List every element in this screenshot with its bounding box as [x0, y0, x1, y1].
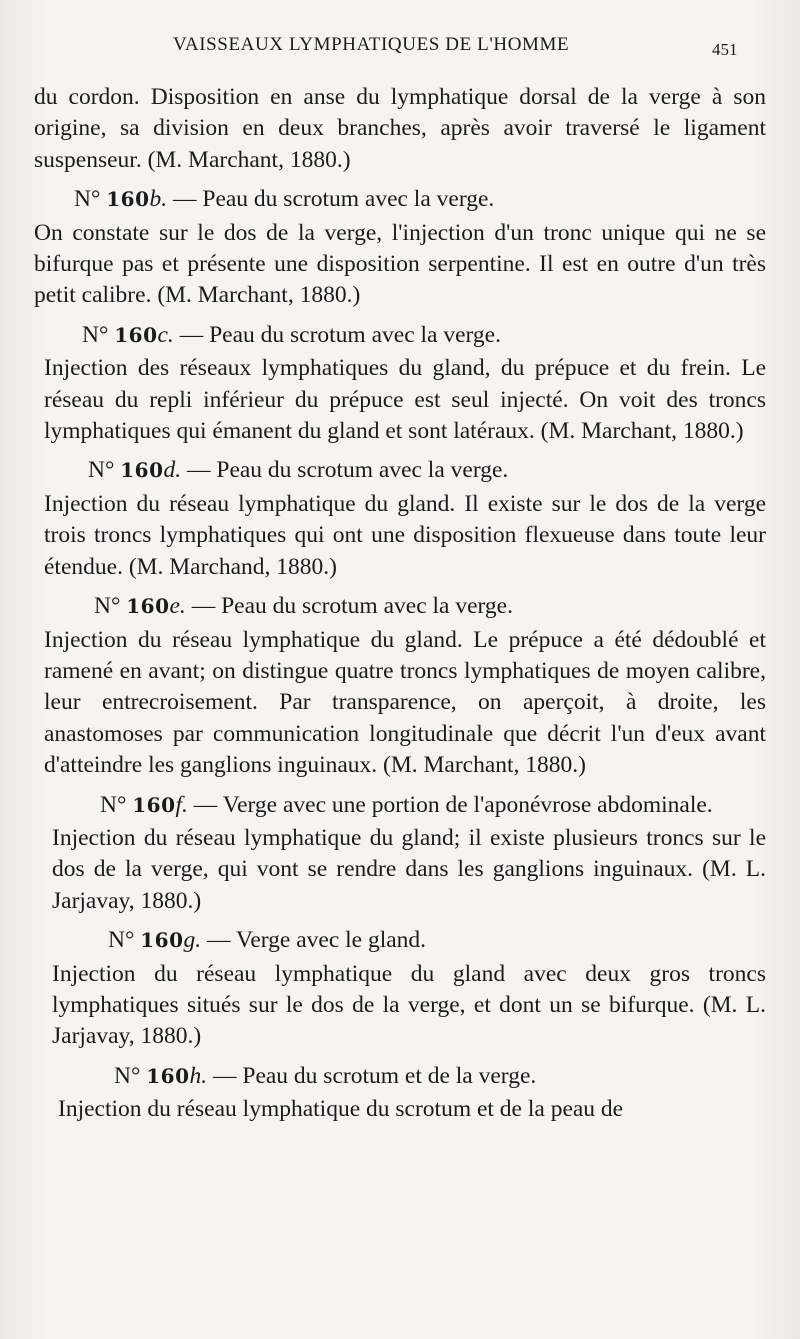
- entry-description: Injection du réseau lymphatique du gland; il existe plusieurs troncs sur le dos de la verge, qui vont se rendre dans les ganglions inguinaux. (M. L. Jarjavay, 1880.): [52, 824, 766, 914]
- entry-title: — Verge avec une portion de l'aponévrose abdominale.: [193, 791, 713, 818]
- number-sign: N°: [100, 791, 127, 818]
- catalogue-entry: [34, 184, 766, 312]
- catalogue-entry: [34, 790, 766, 918]
- entry-description: Injection du réseau lymphatique du gland. Il existe sur le dos de la verge trois troncs lymphatiques qui ont une disposition flexueuse dans toute leur étendue. (M. Marchand, 1880.): [44, 490, 766, 580]
- entry-suffix: g.: [183, 927, 202, 954]
- entry-number: 160: [126, 594, 170, 619]
- number-sign: N°: [82, 321, 109, 348]
- entry-title: — Verge avec le gland.: [207, 927, 427, 954]
- catalogue-entry: [34, 1061, 766, 1126]
- number-sign: N°: [114, 1062, 141, 1089]
- entry-title: — Peau du scrotum avec la verge.: [187, 457, 509, 484]
- entry-title: — Peau du scrotum et de la verge.: [213, 1062, 537, 1089]
- entry-title: — Peau du scrotum avec la verge.: [179, 321, 501, 348]
- entry-title: — Peau du scrotum avec la verge.: [173, 186, 495, 213]
- catalogue-entry: [34, 925, 766, 1053]
- entry-heading: [78, 925, 766, 956]
- entry-suffix: c.: [157, 321, 174, 348]
- number-sign: N°: [94, 593, 121, 620]
- entry-suffix: h.: [189, 1062, 208, 1089]
- entry-number: 160: [140, 928, 184, 953]
- number-sign: N°: [88, 457, 115, 484]
- entry-description: Injection du réseau lymphatique du scrotum et de la peau de: [58, 1096, 624, 1123]
- entry-description: Injection des réseaux lymphatiques du gland, du prépuce et du frein. Le réseau du repli inférieur du prépuce est seul injecté. On voit des troncs lymphatiques qui émanent du gland et sont latéraux. (M. Marchant, 1880.): [44, 355, 766, 445]
- entry-description: Injection du réseau lymphatique du gland avec deux gros troncs lymphatiques situés sur le dos de la verge, et dont un se bifurque. (M. L. Jarjavay, 1880.): [52, 960, 766, 1050]
- body-text: [34, 82, 766, 1126]
- entry-number: 160: [120, 458, 164, 483]
- number-sign: N°: [108, 927, 135, 954]
- entry-number: 160: [146, 1063, 190, 1088]
- entry-suffix: b.: [149, 186, 168, 213]
- entry-heading: [84, 1061, 766, 1092]
- catalogue-entry: [34, 320, 766, 448]
- entry-number: 160: [106, 187, 150, 212]
- entry-number: 160: [132, 792, 176, 817]
- entry-title: — Peau du scrotum avec la verge.: [191, 593, 513, 620]
- running-title: VAISSEAUX LYMPHATIQUES DE L'HOMME: [173, 34, 570, 55]
- entry-description: On constate sur le dos de la verge, l'injection d'un tronc unique qui ne se bifurque pas et présente une disposition serpentine. Il est en outre d'un très petit calibre. (M. Marchant, 1880.): [34, 219, 766, 309]
- entry-heading: [44, 184, 766, 215]
- entry-heading: [58, 455, 766, 486]
- entry-heading: [52, 320, 766, 351]
- catalogue-entry: [34, 591, 766, 781]
- intro-paragraph: du cordon. Disposition en anse du lymphatique dorsal de la verge à son origine, sa division en deux branches, après avoir traversé le ligament suspenseur. (M. Marchant, 1880.): [34, 84, 766, 173]
- entry-suffix: e.: [169, 593, 186, 620]
- page-number: 451: [712, 40, 738, 59]
- running-head: [0, 34, 800, 64]
- entry-suffix: d.: [163, 457, 182, 484]
- entry-heading: [64, 591, 766, 622]
- entry-suffix: f.: [175, 791, 188, 818]
- catalogue-entry: [34, 455, 766, 583]
- entry-heading: [70, 790, 766, 821]
- number-sign: N°: [74, 186, 101, 213]
- entry-description: Injection du réseau lymphatique du gland. Le prépuce a été dédoublé et ramené en avant; on distingue quatre troncs lymphatiques de moyen calibre, leur entrecroisement. Par transparence, on aperçoit, à droite, les anastomoses par communication longitudinale que décrit l'un d'eux avant d'atteindre les ganglions inguinaux. (M. Marchant, 1880.): [44, 626, 766, 779]
- entry-number: 160: [114, 322, 158, 347]
